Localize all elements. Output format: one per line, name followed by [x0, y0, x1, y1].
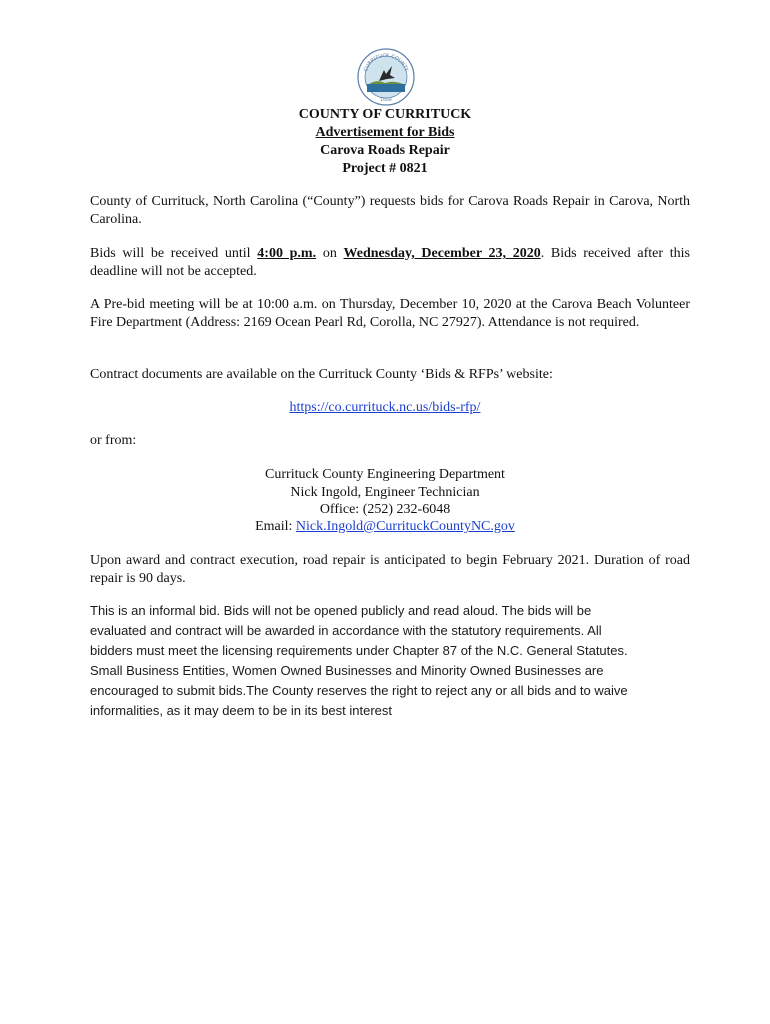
advertisement-title	[0, 124, 770, 142]
or-from-text: or from:	[90, 433, 137, 448]
bids-website-link[interactable]: https://co.currituck.nc.us/bids-rfp/	[289, 400, 481, 415]
project-name: Carova Roads Repair	[320, 143, 450, 158]
informal-line: evaluated and contract will be awarded in accordance with the statutory requirements. All	[90, 623, 602, 638]
deadline-date: Wednesday, December 23, 2020	[343, 246, 541, 261]
informal-line: bidders must meet the licensing requirements under Chapter 87 of the N.C. General Statutes.	[90, 643, 628, 658]
county-seal-logo	[357, 48, 415, 106]
advertisement-title-text: Advertisement for Bids	[315, 125, 455, 140]
seal-year: 1668	[380, 98, 392, 103]
prebid-paragraph: A Pre-bid meeting will be at 10:00 a.m. on Thursday, December 10, 2020 at the Carova Beach Volunteer Fire Department (Address: 2169 Ocean Pearl Rd, Corolla, NC 27927). Attendance is not required.	[90, 297, 690, 330]
contact-name-title: Nick Ingold, Engineer Technician	[290, 485, 480, 500]
informal-line: Small Business Entities, Women Owned Businesses and Minority Owned Businesses are	[90, 663, 604, 678]
informal-line: informalities, as it may deem to be in its best interest	[90, 703, 393, 718]
bids-website-line	[0, 399, 770, 417]
seal-ring-text: CURRITUCK COUNTY	[362, 52, 410, 73]
contact-email-link[interactable]: Nick.Ingold@CurrituckCountyNC.gov	[295, 519, 515, 534]
seal-water	[367, 84, 405, 92]
contact-office-phone: Office: (252) 232-6048	[319, 502, 451, 517]
deadline-middle: on	[316, 246, 344, 261]
contact-email-label: Email:	[255, 519, 296, 534]
award-paragraph: Upon award and contract execution, road repair is anticipated to begin February 2021. Duration of road repair is 90 days.	[90, 553, 690, 586]
intro-paragraph: County of Currituck, North Carolina (“County”) requests bids for Carova Roads Repair in Carova, North Carolina.	[90, 194, 690, 227]
informal-line: encouraged to submit bids.The County reserves the right to reject any or all bids and to waive	[90, 683, 628, 698]
contact-department: Currituck County Engineering Department	[265, 467, 505, 482]
project-number: Project # 0821	[342, 161, 428, 176]
county-title: COUNTY OF CURRITUCK	[298, 107, 472, 122]
informal-line: This is an informal bid. Bids will not be opened publicly and read aloud. The bids will be	[90, 603, 592, 618]
deadline-prefix: Bids will be received until	[90, 246, 258, 261]
contact-email-line	[0, 518, 770, 536]
documents-paragraph: Contract documents are available on the Currituck County ‘Bids & RFPs’ website:	[90, 367, 553, 382]
deadline-paragraph	[90, 245, 690, 281]
deadline-suffix: . Bids received after this deadline will not be accepted.	[90, 246, 690, 279]
deadline-time: 4:00 p.m.	[257, 246, 317, 261]
informal-bid-paragraph	[90, 601, 690, 721]
